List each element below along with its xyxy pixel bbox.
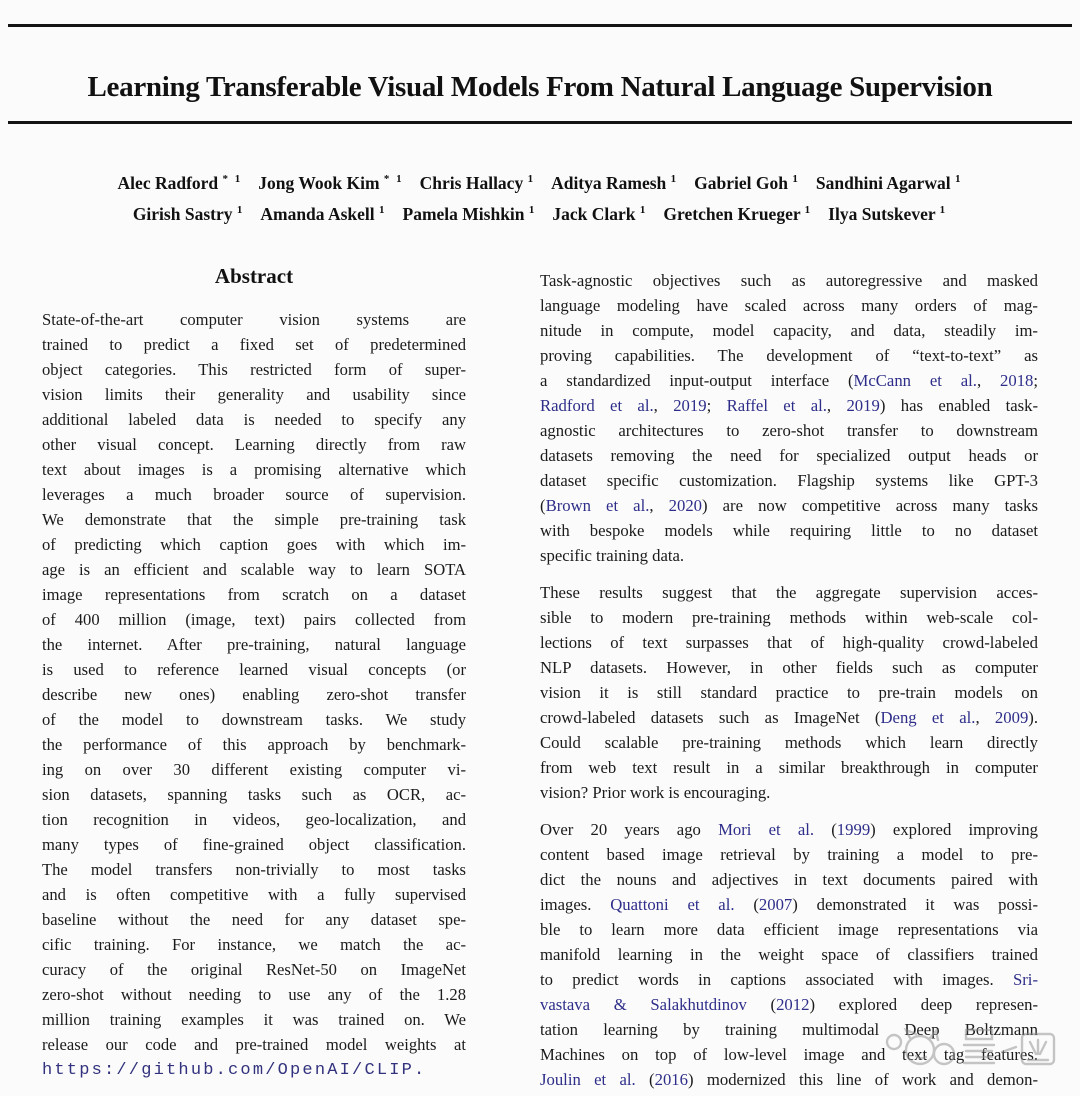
text-span: sible to modern pre-training methods within web-scale col- xyxy=(540,608,1038,627)
text-span: other visual concept. Learning directly from raw xyxy=(42,435,466,454)
citation-link[interactable]: Quattoni et al. xyxy=(610,895,735,914)
text-line xyxy=(42,807,466,832)
author-name: Jack Clark $^1$ xyxy=(552,203,648,224)
author-block xyxy=(20,166,1060,228)
text-span: vision? Prior work is encouraging. xyxy=(540,783,771,802)
citation-link[interactable]: 2009 xyxy=(994,708,1029,727)
text-span: content based image retrieval by training a model to pre- xyxy=(540,845,1038,864)
text-line xyxy=(540,817,1038,842)
author-name: Gabriel Goh $^1$ xyxy=(694,172,800,193)
text-line xyxy=(540,680,1038,705)
text-line xyxy=(42,532,466,557)
text-span: ( xyxy=(746,995,777,1014)
text-span: dataset specific customization. Flagship systems like GPT-3 xyxy=(540,471,1038,490)
text-line xyxy=(42,357,466,382)
author-name: Aditya Ramesh $^1$ xyxy=(551,172,679,193)
text-line xyxy=(42,607,466,632)
authors-line-1 xyxy=(20,166,1060,197)
text-span: ) has enabled task- xyxy=(879,396,1039,415)
abstract-text xyxy=(42,307,466,1057)
citation-link[interactable]: 2012 xyxy=(776,995,810,1014)
text-span: trained to predict a fixed set of predetermined xyxy=(42,335,466,354)
text-line xyxy=(540,1017,1038,1042)
text-span: dict the nouns and adjectives in text documents paired with xyxy=(540,870,1038,889)
text-span: object categories. This restricted form of super- xyxy=(42,360,466,379)
text-line xyxy=(540,393,1038,418)
text-span: These results suggest that the aggregate supervision acces- xyxy=(540,583,1038,602)
text-line xyxy=(540,917,1038,942)
text-span: Could scalable pre-training methods which learn directly xyxy=(540,733,1038,752)
text-line xyxy=(42,982,466,1007)
paper-title: Learning Transferable Visual Models From Natural Language Supervision xyxy=(87,71,993,104)
text-span: to predict words in captions associated with images. xyxy=(540,970,1013,989)
text-line xyxy=(540,518,1038,543)
text-span: ) modernized this line of work and demon- xyxy=(687,1070,1038,1089)
text-span: manifold learning in the weight space of classifiers trained xyxy=(540,945,1038,964)
text-line xyxy=(42,582,466,607)
text-line xyxy=(540,705,1038,730)
text-line xyxy=(42,907,466,932)
text-span: of 400 million (image, text) pairs collected from xyxy=(42,610,466,629)
text-line xyxy=(540,992,1038,1017)
citation-link[interactable]: Mori et al. xyxy=(718,820,815,839)
text-span: lections of text surpasses that of high-quality crowd-labeled xyxy=(540,633,1038,652)
paragraph xyxy=(540,268,1038,568)
text-span: Task-agnostic objectives such as autoregressive and masked xyxy=(540,271,1038,290)
author-name: Alec Radford $^{* 1}$ xyxy=(117,172,243,193)
text-span: proving capabilities. The development of “text-to-text” as xyxy=(540,346,1038,365)
author-name: Gretchen Krueger $^1$ xyxy=(663,203,813,224)
text-line xyxy=(540,867,1038,892)
author-name: Amanda Askell $^1$ xyxy=(260,203,387,224)
author-name: Pamela Mishkin $^1$ xyxy=(402,203,537,224)
text-span: , xyxy=(975,708,995,727)
text-span: ). xyxy=(1028,708,1039,727)
right-column xyxy=(540,262,1038,1096)
text-line xyxy=(42,957,466,982)
text-line xyxy=(540,293,1038,318)
text-line xyxy=(540,967,1038,992)
text-span: agnostic architectures to zero-shot transfer to downstream xyxy=(540,421,1038,440)
text-span: text about images is a promising alternative which xyxy=(42,460,466,479)
paragraph xyxy=(540,817,1038,1092)
text-line xyxy=(540,343,1038,368)
text-span: ) demonstrated it was possi- xyxy=(792,895,1038,914)
text-span: leverages a much broader source of supervision. xyxy=(42,485,466,504)
text-line xyxy=(540,318,1038,343)
text-line xyxy=(42,932,466,957)
citation-link[interactable]: 2019 xyxy=(846,396,880,415)
text-span: ) are now competitive across many tasks xyxy=(702,496,1039,515)
text-span: describe new ones) enabling zero-shot transfer xyxy=(42,685,466,704)
text-span: Machines on top of low-level image and text tag features. xyxy=(540,1045,1038,1064)
github-url-link[interactable]: https://github.com/OpenAI/CLIP. xyxy=(42,1061,427,1080)
citation-link[interactable]: McCann et al. xyxy=(853,371,977,390)
citation-link[interactable]: 2020 xyxy=(668,496,703,515)
text-span: ble to learn more data efficient image representations via xyxy=(540,920,1038,939)
text-line xyxy=(42,657,466,682)
text-line xyxy=(42,832,466,857)
text-span: NLP datasets. However, in other fields such as computer xyxy=(540,658,1038,677)
text-span: ) explored improving xyxy=(870,820,1038,839)
top-rule xyxy=(8,24,1072,27)
text-span: tion recognition in videos, geo-localization, and xyxy=(42,810,466,829)
text-line xyxy=(42,757,466,782)
text-line xyxy=(42,632,466,657)
text-line xyxy=(42,857,466,882)
text-span: , xyxy=(649,496,669,515)
text-span: the internet. After pre-training, natural language xyxy=(42,635,466,654)
text-span: We demonstrate that the simple pre-training task xyxy=(42,510,466,529)
citation-link[interactable]: 1999 xyxy=(836,820,871,839)
citation-link[interactable]: Brown et al. xyxy=(545,496,650,515)
text-span: a standardized input-output interface ( xyxy=(540,371,854,390)
text-span: The model transfers non-trivially to most tasks xyxy=(42,860,466,879)
text-line xyxy=(540,1042,1038,1067)
text-line xyxy=(540,468,1038,493)
text-line xyxy=(540,942,1038,967)
author-name: Sandhini Agarwal $^1$ xyxy=(815,172,963,193)
left-column xyxy=(42,262,466,1096)
text-span: release our code and pre-trained model weights at xyxy=(42,1035,466,1054)
text-span: ( xyxy=(635,1070,655,1089)
text-line xyxy=(540,543,1038,568)
text-line xyxy=(540,418,1038,443)
text-span: ; xyxy=(1033,371,1039,390)
author-name: Jong Wook Kim $^{* 1}$ xyxy=(258,172,404,193)
text-line xyxy=(540,268,1038,293)
text-span: with bespoke models while requiring little to no dataset xyxy=(540,521,1038,540)
text-span: , xyxy=(826,396,847,415)
text-span: tation learning by training multimodal Deep Boltzmann xyxy=(540,1020,1038,1039)
text-line xyxy=(540,493,1038,518)
text-span: ( xyxy=(814,820,837,839)
text-line xyxy=(42,457,466,482)
text-span: ( xyxy=(540,496,546,515)
citation-link[interactable]: 2007 xyxy=(758,895,793,914)
text-span: ing on over 30 different existing computer vi- xyxy=(42,760,466,779)
text-span: cific training. For instance, we match the ac- xyxy=(42,935,466,954)
citation-link[interactable]: Radford et al. xyxy=(540,396,654,415)
text-span: State-of-the-art computer vision systems are xyxy=(42,310,466,329)
text-span: vision limits their generality and usability since xyxy=(42,385,466,404)
text-line xyxy=(540,605,1038,630)
text-line xyxy=(42,1007,466,1032)
text-span: zero-shot without needing to use any of the 1.28 xyxy=(42,985,466,1004)
text-span: curacy of the original ResNet-50 on ImageNet xyxy=(42,960,466,979)
text-span: Over 20 years ago xyxy=(540,820,719,839)
author-name: Ilya Sutskever $^1$ xyxy=(828,203,948,224)
text-span: nitude in compute, model capacity, and data, steadily im- xyxy=(540,321,1038,340)
text-line xyxy=(540,892,1038,917)
text-span: vision it is still standard practice to pre-train models on xyxy=(540,683,1038,702)
citation-link[interactable]: Sri- xyxy=(1012,970,1038,989)
text-span: datasets removing the need for specialized output heads or xyxy=(540,446,1038,465)
text-span: is used to reference learned visual concepts (or xyxy=(42,660,466,679)
text-line xyxy=(540,755,1038,780)
two-column-body xyxy=(42,262,1038,1096)
text-line xyxy=(540,655,1038,680)
author-name: Chris Hallacy $^1$ xyxy=(419,172,536,193)
text-line xyxy=(540,842,1038,867)
text-span: crowd-labeled datasets such as ImageNet ( xyxy=(540,708,881,727)
text-span: million training examples it was trained on. We xyxy=(42,1010,466,1029)
citation-link[interactable]: 2016 xyxy=(654,1070,688,1089)
text-line xyxy=(540,730,1038,755)
text-span: from web text result in a similar breakthrough in computer xyxy=(540,758,1038,777)
text-line xyxy=(42,732,466,757)
text-span: , xyxy=(653,396,674,415)
title-bottom-rule xyxy=(8,121,1072,124)
citation-link[interactable]: Raffel et al. xyxy=(726,396,827,415)
text-line xyxy=(42,782,466,807)
text-span: age is an efficient and scalable way to learn SOTA xyxy=(42,560,466,579)
text-span: baseline without the need for any dataset spe- xyxy=(42,910,466,929)
text-line xyxy=(42,482,466,507)
text-line xyxy=(42,382,466,407)
citation-link[interactable]: vastava & Salakhutdinov xyxy=(540,995,747,1014)
text-line xyxy=(540,1067,1038,1092)
text-span: additional labeled data is needed to specify any xyxy=(42,410,466,429)
text-span: the performance of this approach by benchmark- xyxy=(42,735,466,754)
author-name: Girish Sastry $^1$ xyxy=(132,203,245,224)
text-line xyxy=(42,1032,466,1057)
text-span: and is often competitive with a fully supervised xyxy=(42,885,466,904)
text-line xyxy=(42,682,466,707)
text-line xyxy=(42,557,466,582)
citation-link[interactable]: 2018 xyxy=(1000,371,1034,390)
text-line xyxy=(42,407,466,432)
text-line xyxy=(42,507,466,532)
text-span: of the model to downstream tasks. We study xyxy=(42,710,466,729)
text-span: of predicting which caption goes with which im- xyxy=(42,535,466,554)
text-span: language modeling have scaled across many orders of mag- xyxy=(540,296,1038,315)
citation-link[interactable]: 2019 xyxy=(673,396,707,415)
text-line xyxy=(540,630,1038,655)
text-span: specific training data. xyxy=(540,546,685,565)
text-line xyxy=(540,780,1038,805)
authors-line-2 xyxy=(20,197,1060,228)
text-line xyxy=(42,882,466,907)
paragraph xyxy=(540,580,1038,805)
citation-link[interactable]: Deng et al. xyxy=(880,708,976,727)
text-span: many types of fine-grained object classification. xyxy=(42,835,466,854)
abstract-heading: Abstract xyxy=(214,264,294,288)
text-span: ; xyxy=(706,396,727,415)
text-span: image representations from scratch on a dataset xyxy=(42,585,466,604)
text-line xyxy=(42,332,466,357)
text-line xyxy=(540,580,1038,605)
text-span: ( xyxy=(734,895,759,914)
text-line xyxy=(42,307,466,332)
text-span: sion datasets, spanning tasks such as OCR, ac- xyxy=(42,785,466,804)
text-span: ) explored deep represen- xyxy=(809,995,1039,1014)
text-line xyxy=(540,443,1038,468)
text-span: , xyxy=(976,371,1000,390)
text-line xyxy=(42,707,466,732)
text-span: images. xyxy=(540,895,611,914)
citation-link[interactable]: Joulin et al. xyxy=(540,1070,636,1089)
text-line xyxy=(42,432,466,457)
text-line xyxy=(540,368,1038,393)
